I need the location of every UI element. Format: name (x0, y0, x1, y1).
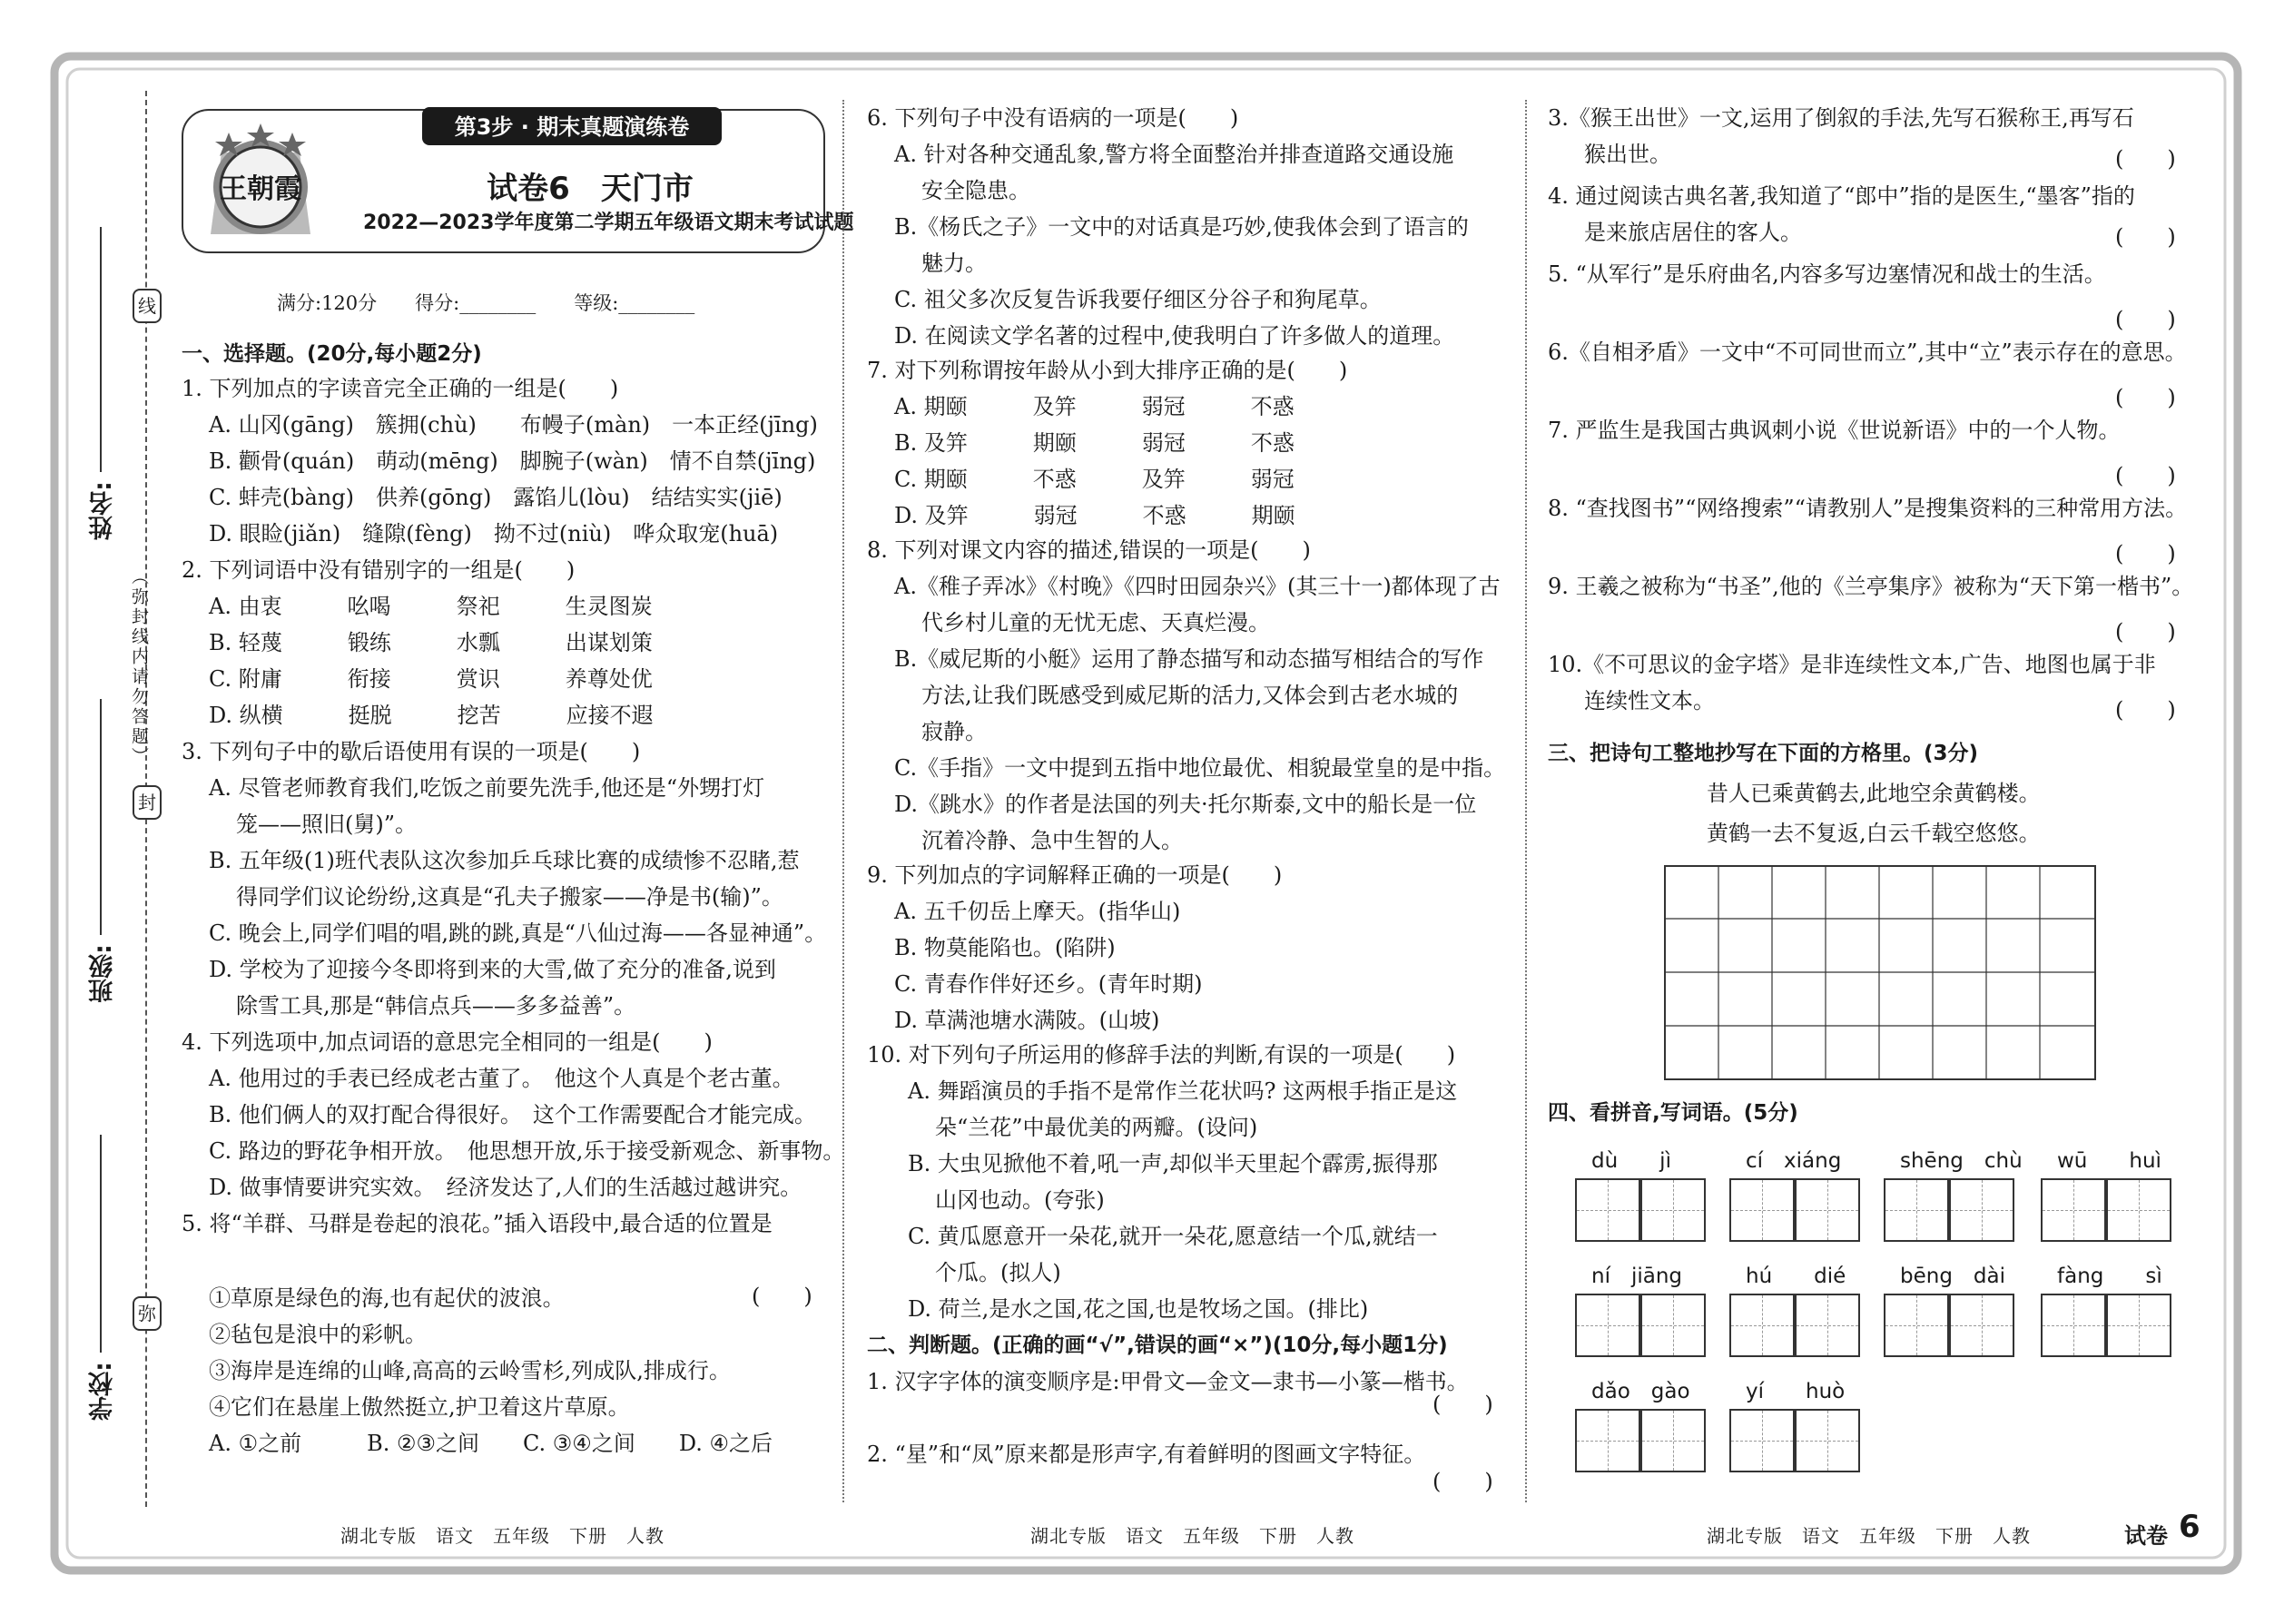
pinyin-answer-box[interactable] (1575, 1294, 1640, 1357)
question-line: A.《稚子弄冰》《村晚》《四时田园杂兴》(其三十一)都体现了古 (894, 574, 1501, 599)
column-divider (842, 100, 844, 1502)
question-line: ②毡包是浪中的彩帆。 (209, 1322, 427, 1347)
footer-mid: 湖北专版 语文 五年级 下册 人教 (1030, 1525, 1354, 1547)
name-underline (100, 227, 102, 472)
question-line: C. 路边的野花争相开放。 他思想开放,乐于接受新观念、新事物。 (209, 1138, 845, 1164)
question-line: 2. 下列词语中没有错别字的一组是( ) (182, 557, 576, 583)
seal-line-mark: 线 (133, 289, 162, 323)
question-line: D. 眼睑(jiǎn) 缝隙(fèng) 拗不过(niù) 哗众取宠(huā) (209, 521, 779, 546)
page-number: 6 (2179, 1509, 2200, 1545)
question-line: 7. 对下列称谓按年龄从小到大排序正确的是( ) (867, 358, 1348, 383)
question-line: A. 尽管老师教育我们,吃饭之前要先洗手,他还是“外甥打灯 (209, 775, 765, 801)
class-label: 班级: (89, 944, 117, 1003)
pinyin-answer-box[interactable] (1884, 1178, 1949, 1242)
question-line: 得同学们议论纷纷,这真是“孔夫子搬家——净是书(输)”。 (236, 884, 783, 910)
question-line: B. 他们俩人的双打配合得很好。 这个工作需要配合才能完成。 (209, 1102, 816, 1127)
pinyin-label: wū huì (2057, 1149, 2161, 1173)
question-line: 2. “星”和“凤”原来都是形声字,有着鲜明的图画文字特征。 (867, 1442, 1426, 1467)
class-underline (100, 699, 102, 935)
binding-note: （弥封线内请勿答题） (129, 567, 149, 767)
answer-paren-judge-6[interactable]: ( ) (2115, 385, 2176, 410)
question-line: C. 期颐 不惑 及笄 弱冠 (894, 467, 1295, 492)
question-line: A. 他用过的手表已经成老古董了。 他这个人真是个老古董。 (209, 1066, 794, 1091)
question-line: 1. 下列加点的字读音完全正确的一组是( ) (182, 376, 619, 401)
question-line: C.《手指》一文中提到五指中地位最优、相貌最堂皇的是中指。 (894, 755, 1506, 781)
question-line: 3.《猴王出世》一文,运用了倒叙的手法,先写石猴称王,再写石 (1548, 105, 2134, 131)
section-heading: 二、判断题。(正确的画“√”,错误的画“×”)(10分,每小题1分) (867, 1334, 1448, 1357)
question-line: 寂静。 (921, 719, 987, 744)
question-line: D. 做事情要讲究实效。 经济发达了,人们的生活越过越讲究。 (209, 1175, 802, 1200)
question-line: B. 物莫能陷也。(陷阱) (894, 935, 1116, 960)
question-line: B. 大虫见掀他不着,吼一声,却似半天里起个霹雳,振得那 (908, 1151, 1438, 1176)
question-line: 5. “从军行”是乐府曲名,内容多写边塞情况和战士的生活。 (1548, 261, 2106, 287)
question-line: 除雪工具,那是“韩信点兵——多多益善”。 (236, 993, 636, 1019)
question-line: D.《跳水》的作者是法国的列夫·托尔斯泰,文中的船长是一位 (894, 792, 1477, 817)
question-line: D. 在阅读文学名著的过程中,使我明白了许多做人的道理。 (894, 323, 1455, 349)
pinyin-answer-box[interactable] (1795, 1178, 1860, 1242)
pinyin-answer-box[interactable] (1949, 1178, 2014, 1242)
pinyin-answer-box[interactable] (2041, 1294, 2106, 1357)
question-line: A. ①之前 B. ②③之间 C. ③④之间 D. ④之后 (209, 1431, 773, 1456)
question-line: 笼——照旧(舅)”。 (236, 812, 417, 837)
school-label: 学校: (89, 1362, 117, 1421)
answer-paren-q5[interactable]: ( ) (752, 1284, 812, 1309)
question-line: C. 晚会上,同学们唱的唱,跳的跳,真是“八仙过海——各显神通”。 (209, 920, 827, 946)
question-line: 9. 下列加点的字词解释正确的一项是( ) (867, 862, 1283, 888)
question-line: 6. 下列句子中没有语病的一项是( ) (867, 105, 1239, 131)
pinyin-answer-box[interactable] (2041, 1178, 2106, 1242)
question-line: D. 荷兰,是水之国,花之国,也是牧场之国。(排比) (908, 1296, 1369, 1322)
pinyin-label: hú dié (1746, 1265, 1846, 1288)
question-line: 黄鹤一去不复返,白云千载空悠悠。 (1707, 821, 2041, 846)
question-line: 代乡村儿童的无忧无虑、天真烂漫。 (921, 610, 1270, 635)
question-line: B. 颧骨(quán) 萌动(mēng) 脚腕子(wàn) 情不自禁(jīng) (209, 448, 816, 474)
question-line: C. 祖父多次反复告诉我要仔细区分谷子和狗尾草。 (894, 287, 1382, 312)
answer-paren-judge-5[interactable]: ( ) (2115, 307, 2176, 332)
question-line: 猴出世。 (1584, 142, 1671, 167)
page-label: 试卷 (2124, 1523, 2168, 1549)
question-line: 9. 王羲之被称为“书圣”,他的《兰亭集序》被称为“天下第一楷书”。 (1548, 574, 2194, 599)
question-line: 10.《不可思议的金字塔》是非连续性文本,广告、地图也属于非 (1548, 652, 2156, 677)
pinyin-label: fàng sì (2057, 1265, 2162, 1288)
pinyin-answer-box[interactable] (1640, 1178, 1706, 1242)
question-line: 魅力。 (921, 251, 987, 276)
pinyin-answer-box[interactable] (1729, 1409, 1795, 1472)
pinyin-answer-box[interactable] (1729, 1294, 1795, 1357)
question-line: 是来旅店居住的客人。 (1584, 220, 1802, 245)
question-line: D. 纵横 挺脱 挖苦 应接不遐 (209, 703, 654, 728)
pinyin-label: yí huò (1746, 1380, 1846, 1403)
pinyin-answer-box[interactable] (1949, 1294, 2014, 1357)
question-line: 安全隐患。 (921, 178, 1030, 203)
question-line: 朵“兰花”中最优美的两瓣。(设问) (935, 1115, 1258, 1140)
question-line: ①草原是绿色的海,也有起伏的波浪。 (209, 1285, 565, 1311)
question-line: D. 学校为了迎接今冬即将到来的大雪,做了充分的准备,说到 (209, 957, 776, 982)
question-line: 6.《自相矛盾》一文中“不可同世而立”,其中“立”表示存在的意思。 (1548, 340, 2187, 365)
paper-subtitle: 2022—2023学年度第二学期五年级语文期末考试试题 (363, 212, 854, 234)
score-line: 满分:120分 得分:________ 等级:________ (277, 292, 695, 314)
question-line: A. 山冈(gāng) 簇拥(chù) 布幔子(màn) 一本正经(jīng) (209, 412, 818, 438)
school-underline (100, 1135, 102, 1353)
footer-right: 湖北专版 语文 五年级 下册 人教 (1707, 1525, 2031, 1547)
question-line: A. 五千仞岳上摩天。(指华山) (894, 899, 1181, 924)
step-badge: 第3步 · 期末真题演练卷 (454, 114, 690, 140)
pinyin-label: shēng chù (1900, 1149, 2023, 1173)
question-line: 8. 下列对课文内容的描述,错误的一项是( ) (867, 537, 1311, 563)
pinyin-answer-box[interactable] (1795, 1409, 1860, 1472)
pinyin-label: ní jiāng (1591, 1265, 1683, 1288)
question-line: 个瓜。(拟人) (935, 1260, 1061, 1285)
pinyin-answer-box[interactable] (1729, 1178, 1795, 1242)
question-line: ④它们在悬崖上傲然挺立,护卫着这片草原。 (209, 1394, 630, 1420)
question-line: ③海岸是连绵的山峰,高高的云岭雪杉,列成队,排成行。 (209, 1358, 731, 1383)
column-divider (1525, 100, 1527, 1502)
answer-paren-judge-7[interactable]: ( ) (2115, 463, 2176, 488)
question-line: B. 及笄 期颐 弱冠 不惑 (894, 430, 1295, 456)
question-line: B. 五年级(1)班代表队这次参加乒乓球比赛的成绩惨不忍睹,惹 (209, 848, 800, 873)
answer-paren-judge-4[interactable]: ( ) (2115, 224, 2176, 250)
question-line: 山冈也动。(夸张) (935, 1187, 1105, 1213)
pinyin-answer-box[interactable] (1795, 1294, 1860, 1357)
pinyin-label: bēng dài (1900, 1265, 2006, 1288)
question-line: 沉着冷静、急中生智的人。 (921, 828, 1183, 853)
question-line: A. 期颐 及笄 弱冠 不惑 (894, 394, 1295, 419)
question-line: D. 及笄 弱冠 不惑 期颐 (894, 503, 1295, 528)
seal-mi-mark: 弥 (133, 1296, 162, 1331)
seal-seal-mark: 封 (133, 785, 162, 820)
pinyin-answer-box[interactable] (2106, 1294, 2171, 1357)
answer-paren-judge-2[interactable]: ( ) (1433, 1469, 1493, 1494)
question-line: 7. 严监生是我国古典讽刺小说《世说新语》中的一个人物。 (1548, 418, 2121, 443)
name-label: 姓名: (89, 481, 117, 540)
question-line: A. 舞蹈演员的手指不是常作兰花状吗? 这两根手指正是这 (908, 1078, 1458, 1104)
pinyin-answer-box[interactable] (2106, 1178, 2171, 1242)
question-line: 1. 汉字字体的演变顺序是:甲骨文—金文—隶书—小篆—楷书。 (867, 1369, 1469, 1394)
question-line: D. 草满池塘水满陂。(山坡) (894, 1008, 1160, 1033)
pinyin-answer-box[interactable] (1884, 1294, 1949, 1357)
question-line: C. 蚌壳(bàng) 供养(gōng) 露馅儿(lòu) 结结实实(jiē) (209, 485, 783, 510)
answer-paren-judge-9[interactable]: ( ) (2115, 619, 2176, 645)
question-line: A. 由衷 吆喝 祭祀 生灵图炭 (209, 594, 653, 619)
question-line: 4. 下列选项中,加点词语的意思完全相同的一组是( ) (182, 1029, 713, 1055)
question-line: B.《威尼斯的小艇》运用了静态描写和动态描写相结合的写作 (894, 646, 1484, 672)
question-line: A. 针对各种交通乱象,警方将全面整治并排查道路交通设施 (894, 142, 1454, 167)
logo-text: 王朝霞 (220, 173, 301, 205)
pinyin-label: cí xiáng (1746, 1149, 1842, 1173)
section-heading: 三、把诗句工整地抄写在下面的方格里。(3分) (1548, 742, 1979, 765)
question-line: 3. 下列句子中的歇后语使用有误的一项是( ) (182, 739, 641, 764)
pinyin-answer-box[interactable] (1640, 1409, 1706, 1472)
pinyin-answer-box[interactable] (1640, 1294, 1706, 1357)
question-line: B.《杨氏之子》一文中的对话真是巧妙,使我体会到了语言的 (894, 214, 1469, 240)
question-line: 方法,让我们既感受到威尼斯的活力,又体会到古老水城的 (921, 683, 1459, 708)
question-line: 10. 对下列句子所运用的修辞手法的判断,有误的一项是( ) (867, 1042, 1456, 1068)
question-line: 连续性文本。 (1584, 688, 1715, 714)
question-line: B. 轻蔑 锻练 水瓢 出谋划策 (209, 630, 653, 655)
footer-left: 湖北专版 语文 五年级 下册 人教 (340, 1525, 665, 1547)
question-line: C. 青春作伴好还乡。(青年时期) (894, 971, 1203, 997)
question-line: 4. 通过阅读古典名著,我知道了“郎中”指的是医生,“墨客”指的 (1548, 183, 2135, 209)
paper-title: 试卷6 天门市 (487, 171, 694, 207)
answer-paren-judge-3[interactable]: ( ) (2115, 146, 2176, 172)
question-line: C. 附庸 衔接 赏识 养尊处优 (209, 666, 653, 692)
question-line: C. 黄瓜愿意开一朵花,就开一朵花,愿意结一个瓜,就结一 (908, 1224, 1438, 1249)
question-line: 昔人已乘黄鹤去,此地空余黄鹤楼。 (1707, 781, 2041, 806)
pinyin-answer-box[interactable] (1575, 1178, 1640, 1242)
logo (192, 116, 329, 243)
pinyin-label: dǎo gào (1591, 1380, 1690, 1403)
answer-paren-judge-1[interactable]: ( ) (1433, 1392, 1493, 1417)
question-line: 5. 将“羊群、马群是卷起的浪花。”插入语段中,最合适的位置是 (182, 1211, 773, 1236)
answer-paren-judge-10[interactable]: ( ) (2115, 697, 2176, 723)
section-heading: 一、选择题。(20分,每小题2分) (182, 342, 482, 366)
pinyin-label: dù jì (1591, 1149, 1671, 1173)
section-heading: 四、看拼音,写词语。(5分) (1548, 1101, 1798, 1125)
question-line: 8. “查找图书”“网络搜索”“请教别人”是搜集资料的三种常用方法。 (1548, 496, 2188, 521)
pinyin-answer-box[interactable] (1575, 1409, 1640, 1472)
answer-paren-judge-8[interactable]: ( ) (2115, 541, 2176, 566)
poem-writing-grid[interactable] (1664, 865, 2096, 1080)
